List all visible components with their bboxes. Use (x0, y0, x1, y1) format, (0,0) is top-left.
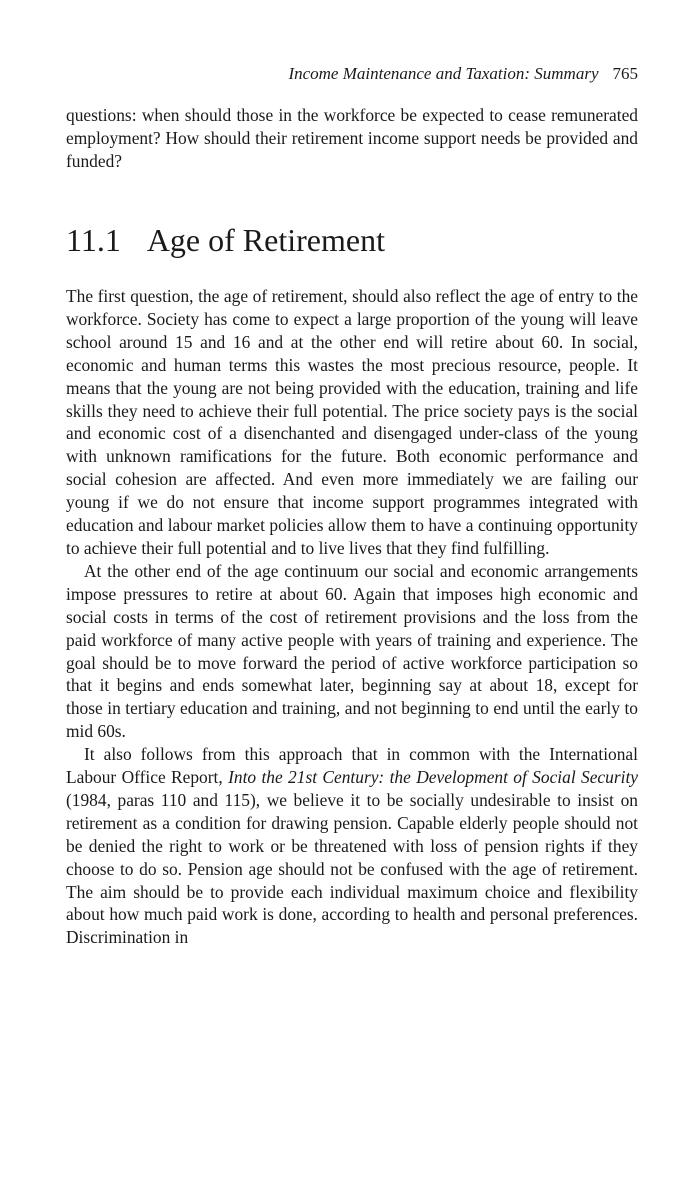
running-title: Income Maintenance and Taxation: Summary (288, 64, 599, 83)
report-title: Into the 21st Century: the Development of Social Security (228, 767, 638, 788)
paragraph-ilo-report (66, 743, 638, 949)
section-title: Age of Retirement (146, 222, 385, 258)
page-number: 765 (612, 64, 638, 83)
intro-paragraph: questions: when should those in the workforce be expected to cease remunerated employment? How should their retirement income support needs be provided and funded? (66, 105, 638, 171)
paragraph-age-continuum: At the other end of the age continuum our social and economic arrangements impose pressures to retire at about 60. Again that imposes high economic and social costs in terms of the cost of retirement provisions and the loss from the paid workforce of many active people with years of training and experience. The goal should be to move forward the period of active workforce participation so that it begins and ends somewhat later, beginning say at about 18, except for those in tertiary education and training, and not beginning to end until the early to mid 60s. (66, 560, 638, 742)
section-number: 11.1 (66, 222, 121, 258)
running-header (288, 64, 638, 84)
paragraph-ilo-text-end: (1984, paras 110 and 115), we believe it to be socially undesirable to insist on retirement as a condition for drawing pension. Capable elderly people should not be denied the right to work or be threatened with loss of pension rights if they choose to do so. Pension age should not be confused with the age of retirement. The aim should be to provide each individual maximum choice and flexibility about how much paid work is done, according to health and personal preferences. Discrimination in (66, 789, 638, 948)
paragraph-ilo-text-start: It also follows from this approach that in common with the International Labour Office Report, (66, 744, 638, 788)
section-body (66, 285, 638, 949)
section-heading (66, 220, 385, 260)
paragraph-retirement-age: The first question, the age of retirement, should also reflect the age of entry to the workforce. Society has come to expect a large proportion of the young will leave school around 15 and 16 and at the other end will retire about 60. In social, economic and human terms this wastes the most precious resource, people. It means that the young are not being provided with the education, training and life skills they need to achieve their full potential. The price society pays is the social and economic cost of a disenchanted and disengaged under-class of the young with unknown ramifications for the future. Both economic performance and social cohesion are affected. And even more immediately we are failing our young if we do not ensure that income support programmes integrated with education and labour market policies allow them to have a continuing opportunity to achieve their full potential and to live lives that they find fulfilling. (66, 286, 638, 558)
